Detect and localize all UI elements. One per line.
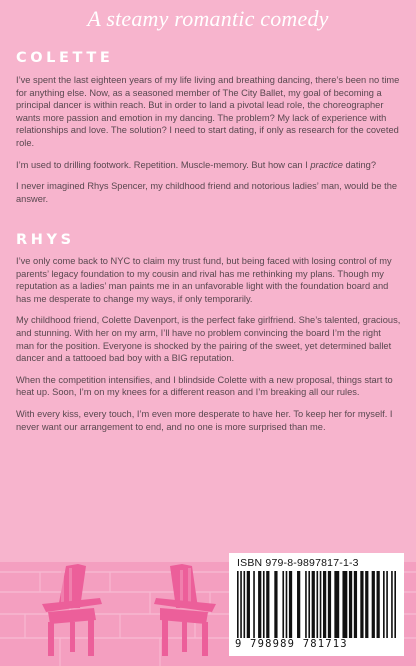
adirondack-chairs-icon xyxy=(28,560,233,662)
colette-paragraph-2-emphasis: practice xyxy=(310,159,343,170)
barcode-bar xyxy=(240,571,242,638)
isbn-label: ISBN 979-8-9897817-1-3 xyxy=(237,557,359,569)
rhys-paragraph-3: When the competition intensifies, and I blindside Colette with a new proposal, things start to heat up. Soon, I’m on my knees for a different reason and I’m breaking all our rules. xyxy=(16,374,393,398)
barcode-bar xyxy=(328,571,331,638)
barcode-bar xyxy=(308,571,310,638)
barcode-icon xyxy=(237,571,396,638)
barcode-bar xyxy=(243,571,245,638)
colette-paragraph-2-start: I’m used to drilling footwork. Repetition. Muscle-memory. But how can I xyxy=(16,159,311,170)
barcode-bar xyxy=(266,571,269,638)
barcode-bar xyxy=(349,571,352,638)
rhys-heading: RHYS xyxy=(16,232,75,248)
barcode-bar xyxy=(323,571,326,638)
barcode-bar xyxy=(342,571,347,638)
barcode-bar xyxy=(383,571,385,638)
barcode-bar xyxy=(312,571,315,638)
colette-section xyxy=(16,74,401,214)
colette-paragraph-1: I’ve spent the last eighteen years of my life living and breathing dancing, there’s been no time for anything else. Now, as a seasoned member of The City Ballet, my goal of becoming a principal dancer is within reach. But in order to land a pivotal lead role, the choreographer wants more passion and emotion in my dancing. The problem? My lack of experience with relationships and love. The solution? I need to start dating, if only as research for the coveted role. xyxy=(16,75,400,148)
rhys-paragraph-2: My childhood friend, Colette Davenport, is the perfect fake girlfriend. She’s talented, gracious, and stunning. With her on my arm, I’ll have no problem convincing the board I’m the right man for the position. Everyone is shocked by the pairing of the sweet, yet determined ballet dancer and a tattooed bad boy with a BIG reputation. xyxy=(16,315,401,364)
barcode-bar xyxy=(394,571,396,638)
colette-paragraph-2-end: dating? xyxy=(342,159,377,170)
barcode-bar xyxy=(247,571,250,638)
barcode-bar xyxy=(258,571,261,638)
barcode-bar xyxy=(386,571,388,638)
rhys-paragraph-1: I’ve only come back to NYC to claim my trust fund, but being faced with losing control of my parents’ legacy foundation to my cousin and rival has me rethinking my plans. Though my reputation as a ladies’ man paints me in an unfavorable light with the foundation board and has me desperate to change my ways, if only temporarily. xyxy=(16,256,392,304)
colette-paragraph-3: I never imagined Rhys Spencer, my childhood friend and notorious ladies’ man, would be the answer. xyxy=(16,181,398,204)
barcode-bar xyxy=(237,571,239,638)
barcode-bar xyxy=(297,571,300,638)
barcode-bar xyxy=(377,571,380,638)
isbn-barcode-box xyxy=(229,553,404,656)
barcode-bar xyxy=(365,571,368,638)
barcode-bar xyxy=(282,571,284,638)
barcode-digits: 9 798989 781713 xyxy=(235,638,348,650)
rhys-section xyxy=(16,255,401,442)
barcode-bar xyxy=(320,571,322,638)
colette-paragraph-2 xyxy=(16,159,401,172)
barcode-bar xyxy=(253,571,255,638)
barcode-bar xyxy=(305,571,307,638)
colette-heading: COLETTE xyxy=(16,50,114,66)
barcode-bar xyxy=(263,571,265,638)
barcode-bar xyxy=(274,571,277,638)
barcode-bar xyxy=(360,571,363,638)
barcode-bar xyxy=(286,571,288,638)
tagline: A steamy romantic comedy xyxy=(87,6,329,31)
barcode-bar xyxy=(354,571,357,638)
barcode-bar xyxy=(317,571,319,638)
barcode-bar xyxy=(289,571,292,638)
barcode-bar xyxy=(372,571,375,638)
barcode-bar xyxy=(334,571,339,638)
barcode-bar xyxy=(391,571,393,638)
rhys-paragraph-4: With every kiss, every touch, I’m even more desperate to have her. To keep her for myself. I never want our arrangement to end, and no one is more surprised than me. xyxy=(16,408,393,432)
